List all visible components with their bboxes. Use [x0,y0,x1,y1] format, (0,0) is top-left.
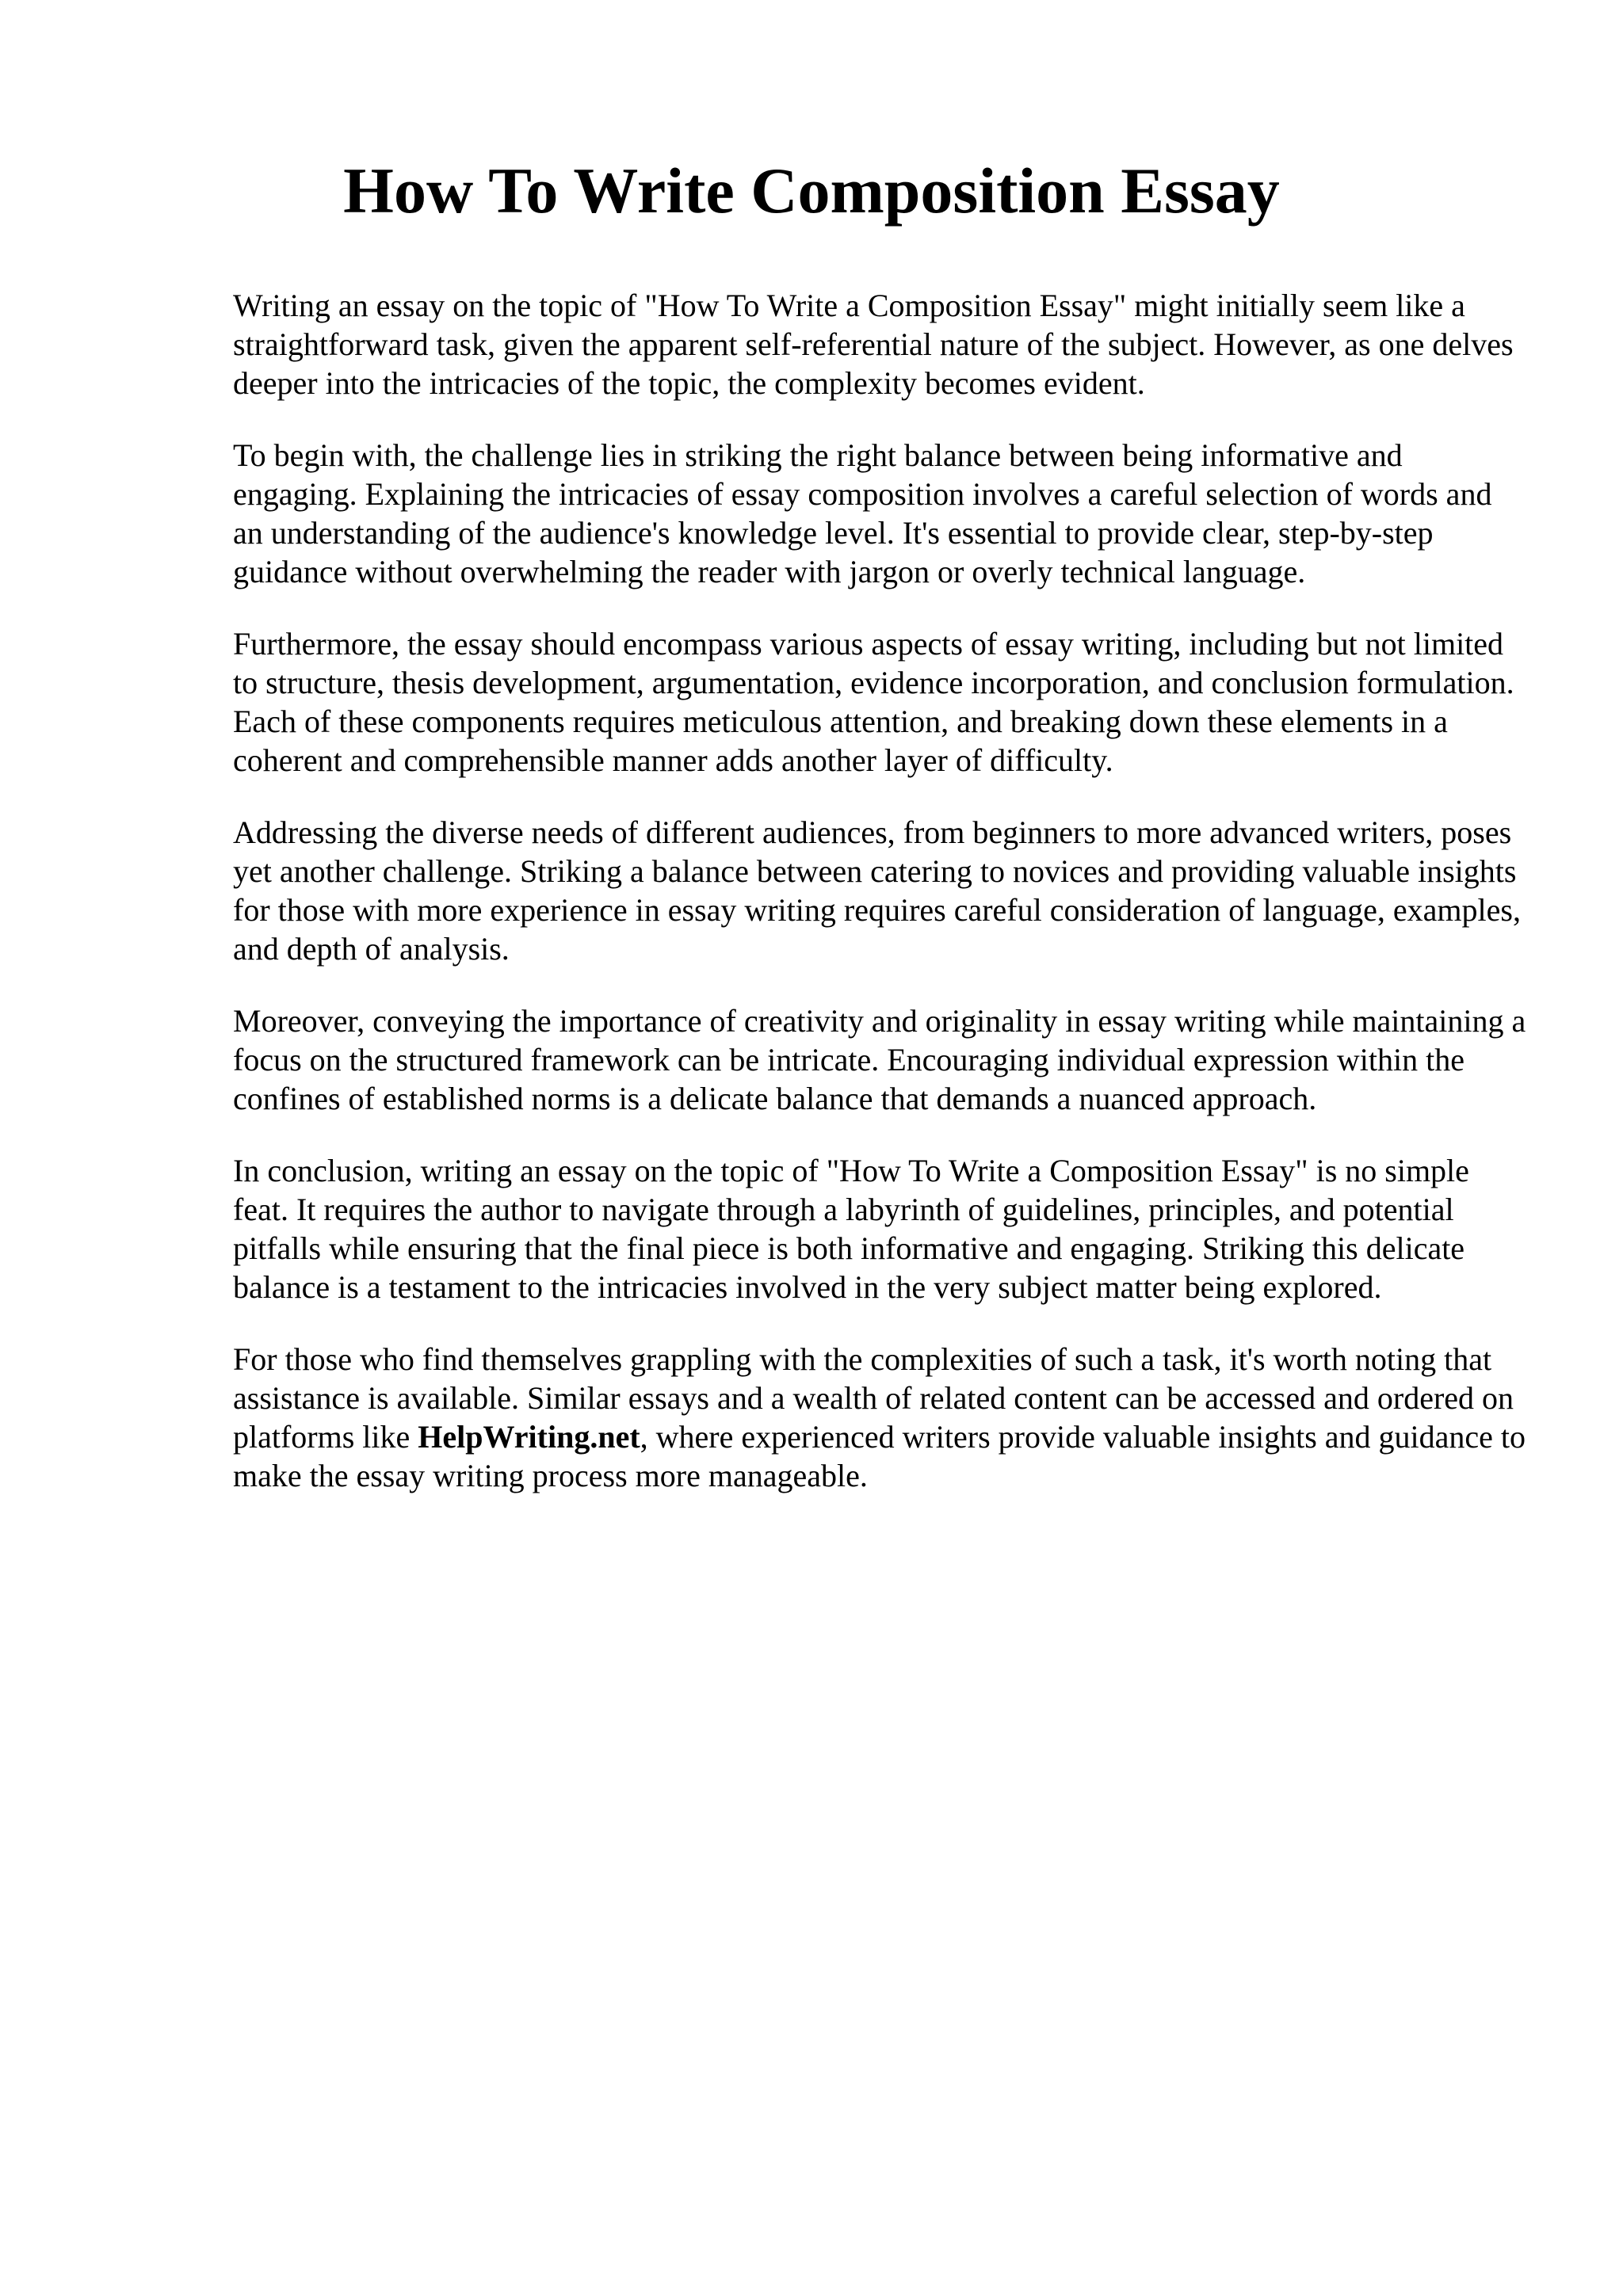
paragraph-audiences: Addressing the diverse needs of different audiences, from beginners to more advanced writers, poses yet another challenge. Striking a balance between catering to novices and providing valuable insights for those with more experience in essay writing requires careful consideration of language, examples, and depth of analysis. [233,814,1521,967]
document-title: How To Write Composition Essay [343,154,1280,227]
paragraph-assistance [233,1340,1529,1495]
paragraph-assistance-after-link: , where experienced writers provide valuable insights and guidance to make the essay writing process more manageable. [233,1419,1526,1493]
helpwriting-link[interactable]: HelpWriting.net [418,1419,640,1455]
paragraph-conclusion: In conclusion, writing an essay on the topic of "How To Write a Composition Essay" is no simple feat. It requires the author to navigate through a labyrinth of guidelines, principles, and potential pitfalls while ensuring that the final piece is both informative and engaging. Striking this delicate balance is a testament to the intricacies involved in the very subject matter being explored. [233,1153,1469,1305]
paragraph-intro: Writing an essay on the topic of "How To Write a Composition Essay" might initially seem like a straightforward task, given the apparent self-referential nature of the subject. However, as one delves deeper into the intricacies of the topic, the complexity becomes evident. [233,288,1514,401]
paragraph-creativity: Moreover, conveying the importance of creativity and originality in essay writing while maintaining a focus on the structured framework can be intricate. Encouraging individual expression within the confines of established norms is a delicate balance that demands a nuanced approach. [233,1003,1526,1116]
paragraph-aspects: Furthermore, the essay should encompass various aspects of essay writing, including but not limited to structure, thesis development, argumentation, evidence incorporation, and conclusion formulation. Each of these components requires meticulous attention, and breaking down these elements in a coherent and comprehensible manner adds another layer of difficulty. [233,626,1514,778]
paragraph-assistance-before-link: For those who find themselves grappling with the complexities of such a task, it's worth noting that assistance is available. Similar essays and a wealth of related content can be accessed and ordered on platforms like [233,1341,1514,1455]
paragraph-balance: To begin with, the challenge lies in striking the right balance between being informative and engaging. Explaining the intricacies of essay composition involves a careful selection of words and an understanding of the audience's knowledge level. It's essential to provide clear, step-by-step guidance without overwhelming the reader with jargon or overly technical language. [233,437,1492,589]
